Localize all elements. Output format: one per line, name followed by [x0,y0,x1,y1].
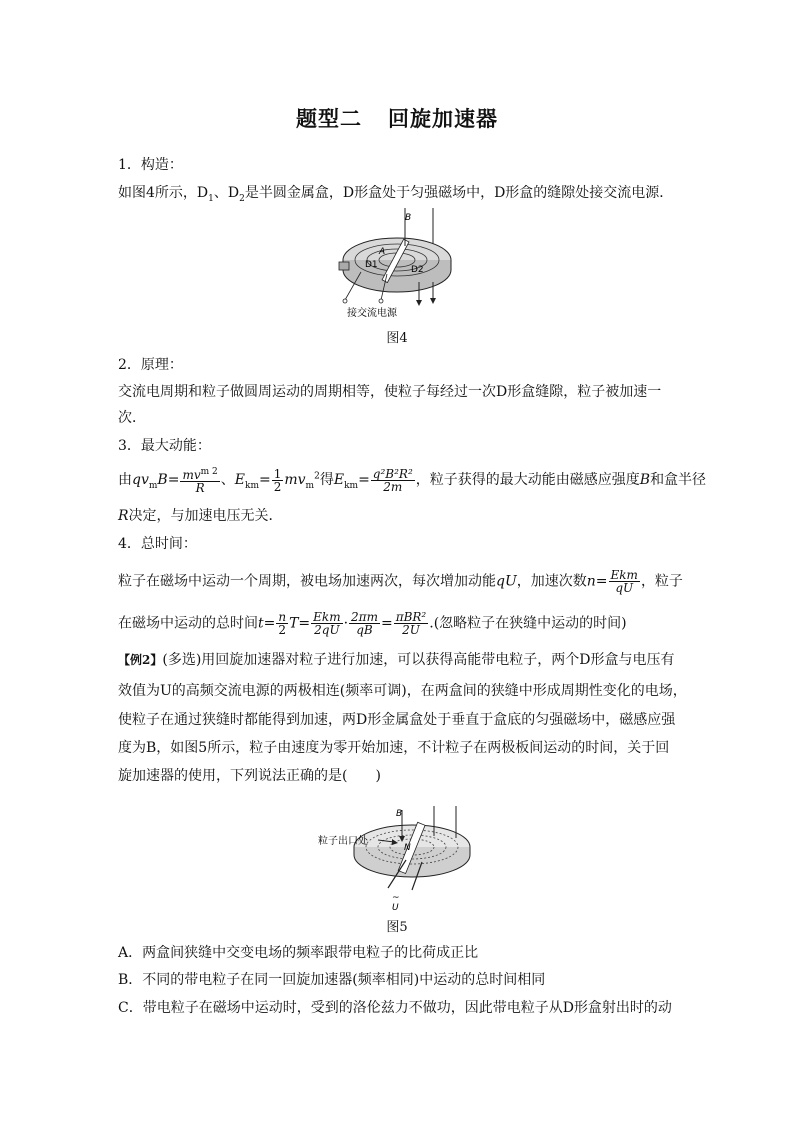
figure-4-caption: 图4 [386,331,408,346]
example-line-3: 使粒子在通过狭缝时都能得到加速，两D形金属盒处于垂直于盒底的匀强磁场中，磁感应强 [118,712,676,728]
figure-5-caption: 图5 [386,920,408,935]
section-2-heading: 2．原理： [118,357,183,373]
section-1-text: 如图4所示，$D_1$、$D_2$是半圆金属盒，D形盒处于匀强磁场中，D形盒的缝隙处接交流电源． [118,185,674,204]
fig5-label-b: B [396,809,403,819]
option-b: B．不同的带电粒子在同一回旋加速器(频率相同)中运动的总时间相同 [118,972,546,988]
fig5-exit-label: 粒子出口处 [318,836,368,847]
option-a: A．两盒间狭缝中交变电场的频率跟带电粒子的比荷成正比 [118,945,479,961]
section-4-text-line-2: 在磁场中运动的总时间t= $\frac{n}{2}$ T= $\frac{\text{Ekm}}{2qU}$ · $\frac{2\pi m}{qB}$ = $\frac{\text{πBR²}}{2U}$ .(忽略粒子在狭缝中运动的时间) [118,610,627,637]
example-tag: 【例2】 [118,653,163,667]
fig4-label-b: B [405,213,412,223]
example-line-5: 旋加速器的使用，下列说法正确的是( ) [118,768,381,784]
fig4-label-d1: D1 [365,260,378,270]
section-3-heading: 3．最大动能： [118,438,211,454]
section-4-text-line-1: 粒子在磁场中运动一个周期，被电场加速两次，每次增加动能qU，加速次数n= $\frac{\text{Ekm}}{qU}$ ，粒子 [118,568,683,595]
example-line-2: 效值为U的高频交流电源的两极相连(频率可调)，在两盒间的狭缝中形成周期性变化的电场， [118,683,687,699]
fig5-label-u: U [392,903,399,912]
section-2-text-line-2: 次． [118,410,146,426]
fig4-label-d2: D2 [411,265,424,275]
section-3-formula-line: 由$qv_mB=$ $\frac{mv^{m 2}}{R}$ 、$E_{km}=$ $\frac{1}{2}$ $mv_m^2$得$E_{km}=$ $\frac{\text{q²B²R²}}{2m}$ ，粒子获得的最大动能由磁感应强度B和盒半径 [118,466,707,495]
example-line-4: 度为B，如图5所示，粒子由速度为零开始加速，不计粒子在两极板间运动的时间，关于回 [118,740,670,756]
title-part-2: 回旋加速器 [388,106,498,131]
section-3-text-line-2: R决定，与加速电压无关． [118,508,283,524]
fig5-label-n: N [404,843,411,853]
figure-4-cyclotron-diagram [335,208,465,320]
example-line-1: 【例2】(多选)用回旋加速器对粒子进行加速，可以获得高能带电粒子，两个D形盒与电压有 [118,652,675,668]
option-c: C．带电粒子在磁场中运动时，受到的洛伦兹力不做功，因此带电粒子从D形盒射出时的动 [118,1000,672,1016]
section-4-heading: 4．总时间： [118,536,197,552]
page-title [0,103,794,133]
fig4-label-a: A [379,247,386,257]
section-2-text-line-1: 交流电周期和粒子做圆周运动的周期相等，使粒子每经过一次D形盒缝隙，粒子被加速一 [118,384,662,400]
svg-text:~: ~ [392,893,400,903]
section-1-heading: 1．构造： [118,157,183,173]
fig4-source-label: 接交流电源 [347,308,397,319]
title-part-1: 题型二 [296,106,362,131]
figure-5-cyclotron-diagram [318,800,478,912]
